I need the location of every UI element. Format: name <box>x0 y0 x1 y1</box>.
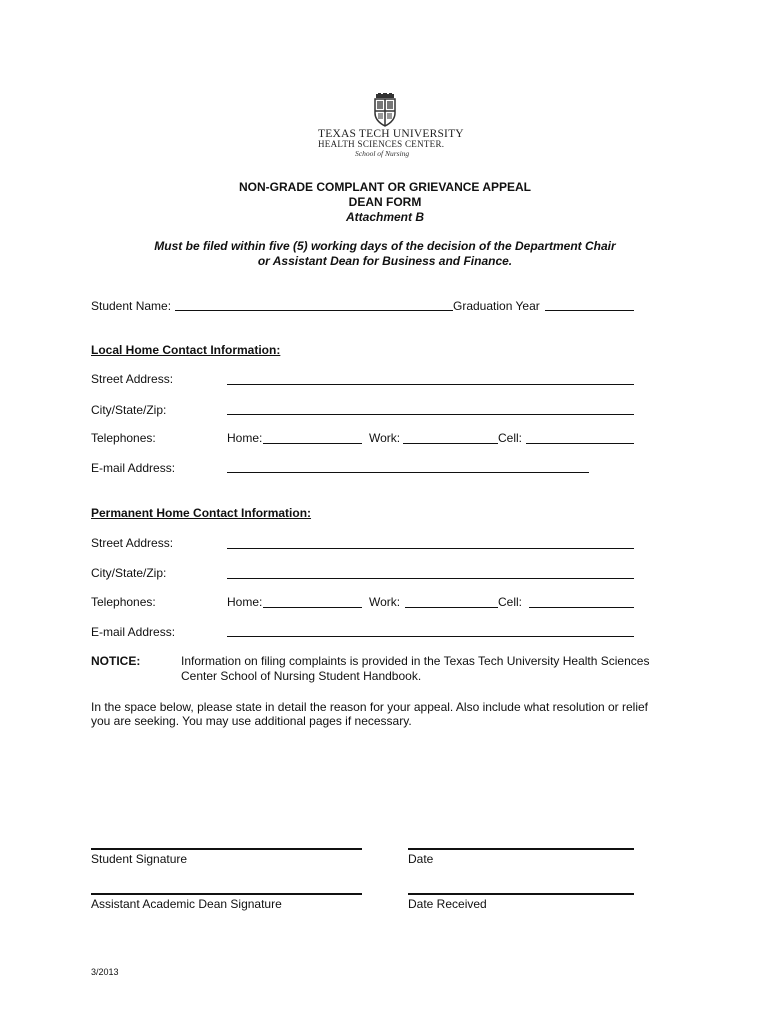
permanent-cell-phone-field[interactable] <box>529 607 634 608</box>
student-signature-line[interactable] <box>91 848 362 850</box>
shield-icon <box>372 93 398 127</box>
local-street-field[interactable] <box>227 384 634 385</box>
student-signature-label: Student Signature <box>91 852 188 866</box>
local-cell-phone-field[interactable] <box>526 443 634 444</box>
appeal-instruction-2: you are seeking. You may use additional pages if necessary. <box>91 714 412 728</box>
date-received-line[interactable] <box>408 893 634 895</box>
graduation-year-field[interactable] <box>545 310 634 311</box>
permanent-telephones-label: Telephones: <box>91 595 156 609</box>
form-subtitle: Attachment B <box>345 210 424 224</box>
filing-instruction-1: Must be filed within five (5) working days of the decision of the Department Chair <box>154 239 616 253</box>
appeal-instruction-1: In the space below, please state in detail the reason for your appeal. Also include what resolution or relief <box>91 700 649 714</box>
local-cell-label: Cell: <box>498 431 523 445</box>
dean-signature-line[interactable] <box>91 893 362 895</box>
permanent-cell-label: Cell: <box>498 595 523 609</box>
permanent-street-label: Street Address: <box>91 536 174 550</box>
permanent-work-phone-field[interactable] <box>405 607 498 608</box>
local-city-label: City/State/Zip: <box>91 403 167 417</box>
student-name-field[interactable] <box>175 310 453 311</box>
logo-line-1: TEXAS TECH UNIVERSITY <box>318 128 464 140</box>
permanent-work-label: Work: <box>369 595 401 609</box>
notice-text-2: Center School of Nursing Student Handbook. <box>181 669 422 683</box>
local-email-label: E-mail Address: <box>91 461 176 475</box>
student-name-label: Student Name: <box>91 299 172 313</box>
local-work-label: Work: <box>369 431 401 445</box>
date-label: Date <box>408 852 434 866</box>
dean-signature-label: Assistant Academic Dean Signature <box>91 897 282 911</box>
permanent-city-label: City/State/Zip: <box>91 566 167 580</box>
permanent-city-field[interactable] <box>227 578 634 579</box>
date-line[interactable] <box>408 848 634 850</box>
notice-text-1: Information on filing complaints is provided in the Texas Tech University Health Sciences <box>181 654 650 668</box>
logo-line-2: HEALTH SCIENCES CENTER. <box>318 139 445 149</box>
local-contact-heading: Local Home Contact Information: <box>91 343 281 357</box>
permanent-home-label: Home: <box>227 595 263 609</box>
permanent-email-label: E-mail Address: <box>91 625 176 639</box>
local-work-phone-field[interactable] <box>403 443 498 444</box>
notice-label: NOTICE: <box>91 654 141 668</box>
local-city-field[interactable] <box>227 414 634 415</box>
local-home-phone-field[interactable] <box>263 443 362 444</box>
form-title-2: DEAN FORM <box>348 195 422 209</box>
graduation-year-label: Graduation Year <box>453 299 540 313</box>
logo-line-3: School of Nursing <box>355 149 410 158</box>
local-telephones-label: Telephones: <box>91 431 156 445</box>
local-home-label: Home: <box>227 431 263 445</box>
appeal-reason-area[interactable] <box>91 732 634 842</box>
permanent-home-phone-field[interactable] <box>263 607 362 608</box>
permanent-email-field[interactable] <box>227 636 634 637</box>
revision-date: 3/2013 <box>91 967 119 977</box>
local-street-label: Street Address: <box>91 372 174 386</box>
permanent-contact-heading: Permanent Home Contact Information: <box>91 506 312 520</box>
form-title: NON-GRADE COMPLANT OR GRIEVANCE APPEAL <box>238 180 531 194</box>
local-email-field[interactable] <box>227 472 589 473</box>
filing-instruction-2: or Assistant Dean for Business and Finance. <box>257 254 513 268</box>
permanent-street-field[interactable] <box>227 548 634 549</box>
date-received-label: Date Received <box>408 897 487 911</box>
